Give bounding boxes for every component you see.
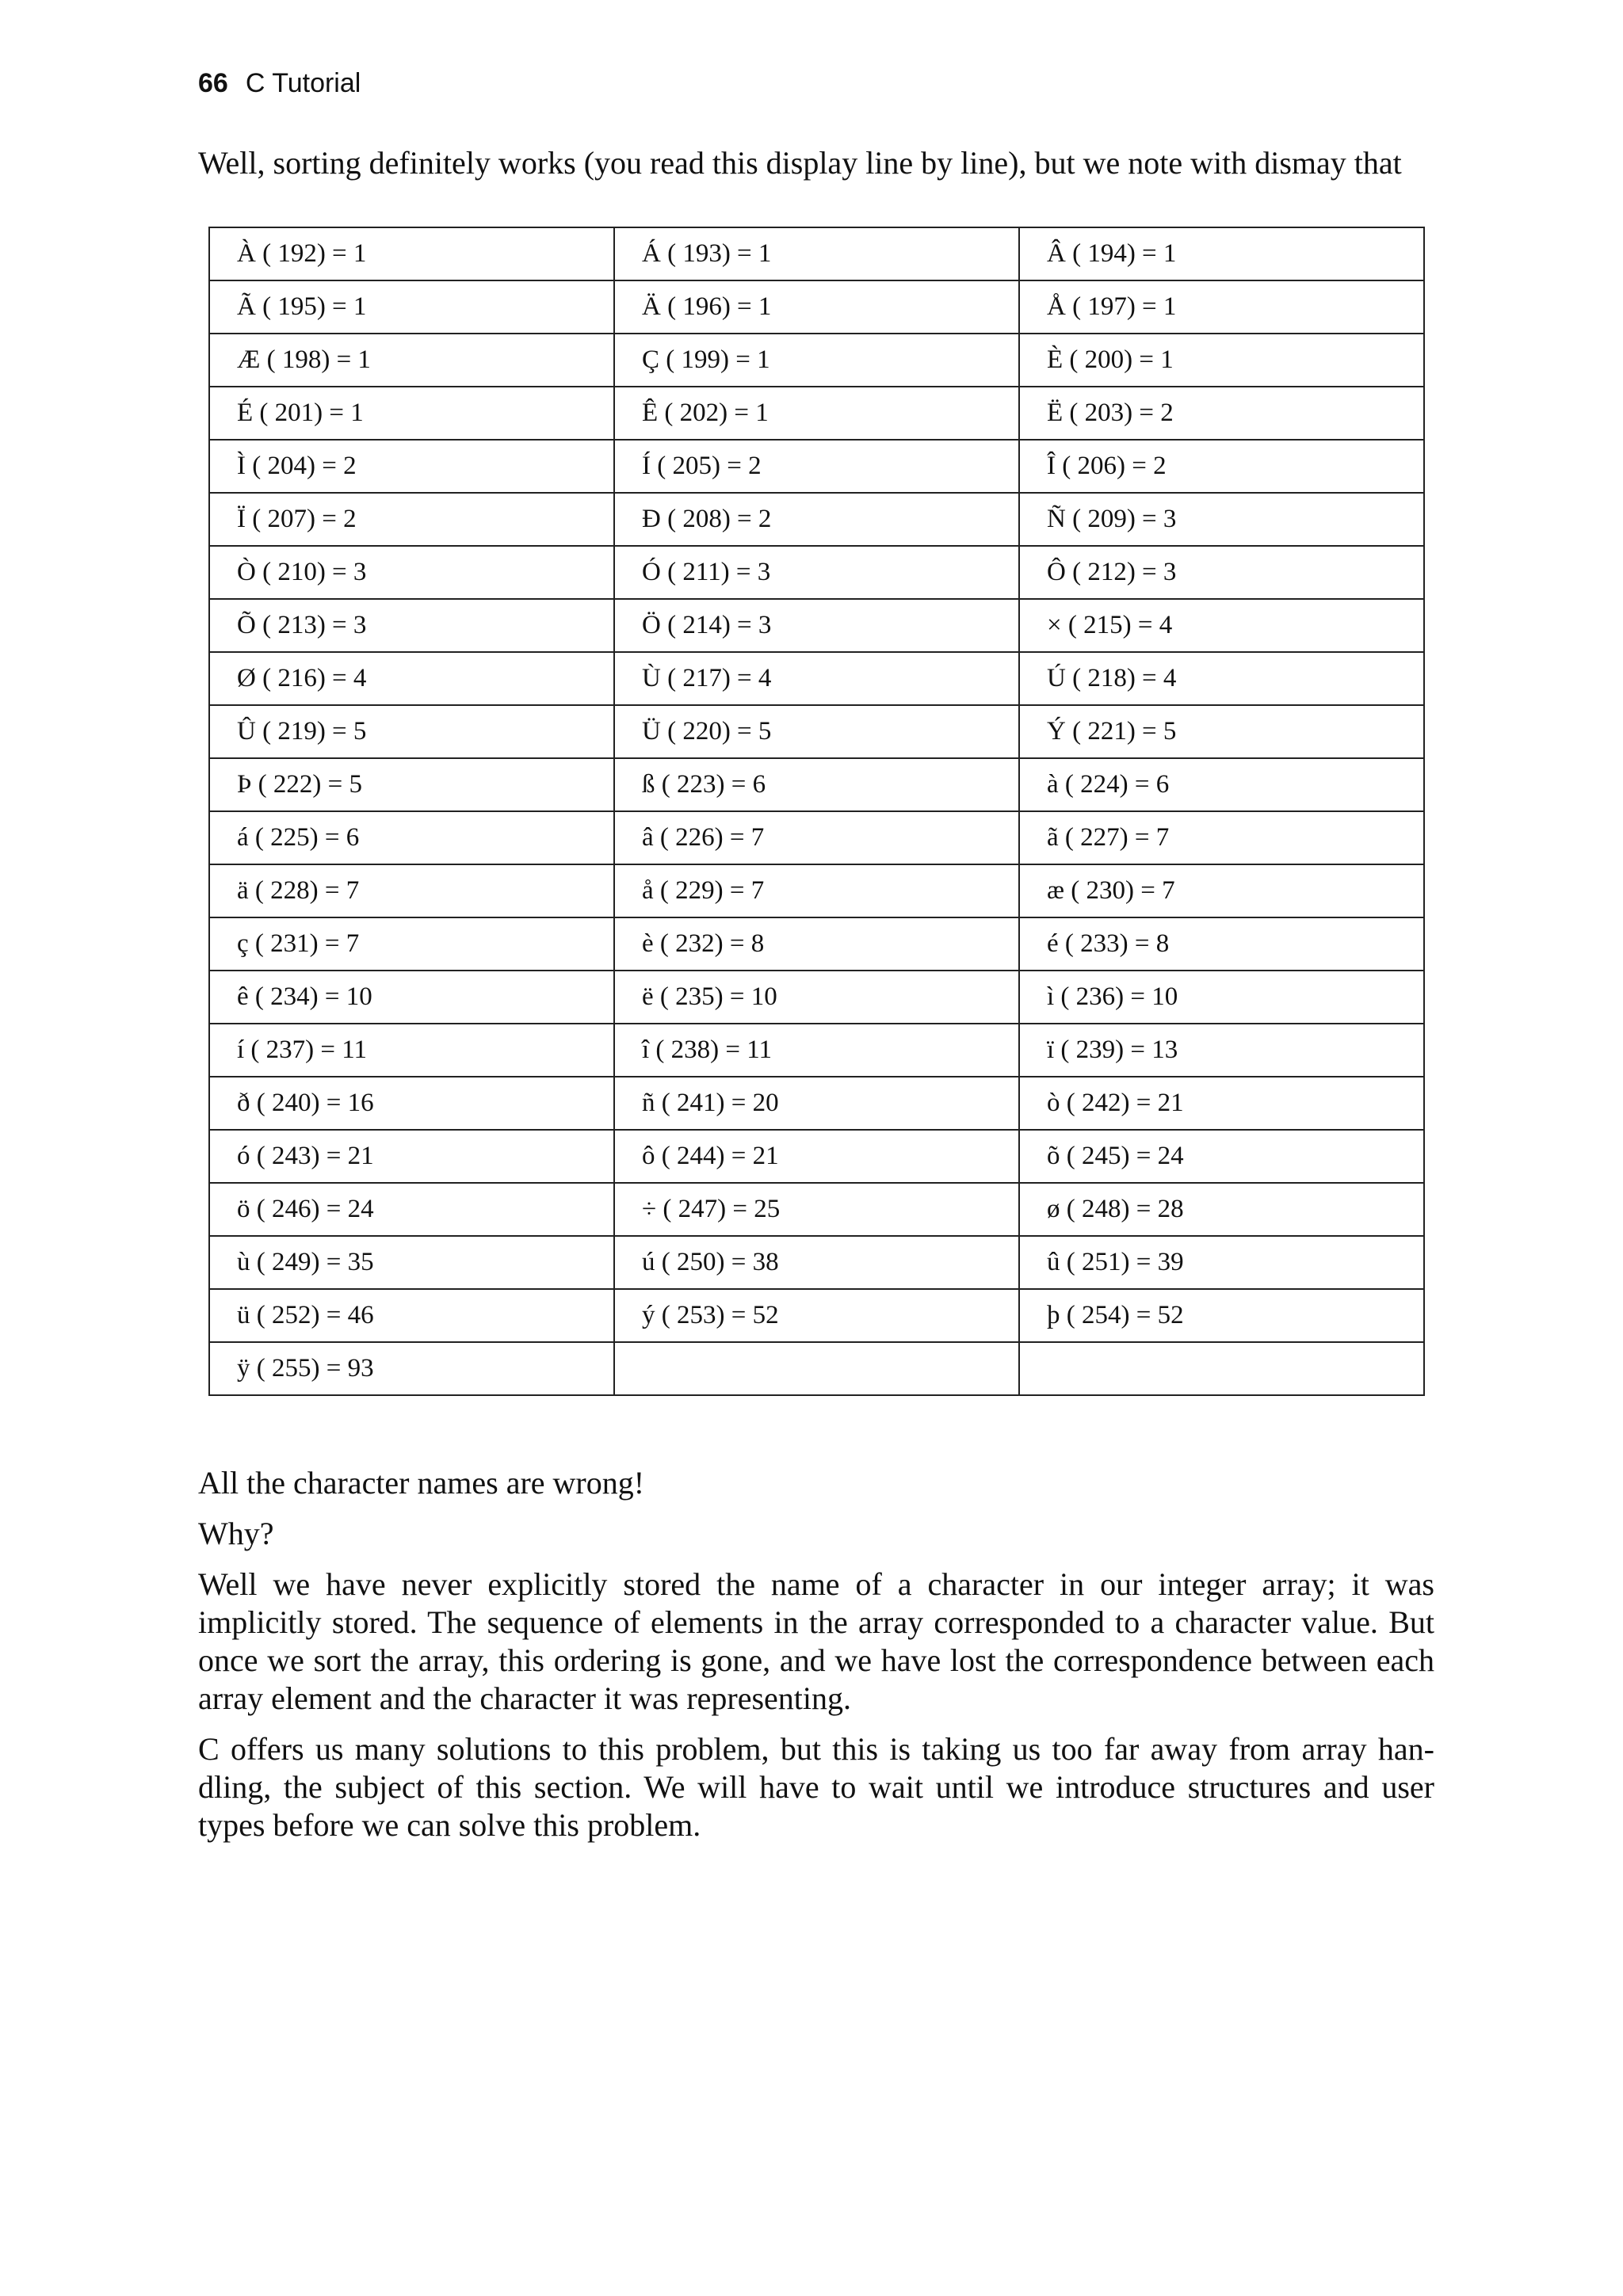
table-cell: Ê ( 202) = 1	[614, 387, 1019, 440]
table-row	[209, 440, 1424, 493]
table-cell	[1019, 1342, 1424, 1395]
table-row	[209, 864, 1424, 917]
table-cell: é ( 233) = 8	[1019, 917, 1424, 971]
table-cell: ÷ ( 247) = 25	[614, 1183, 1019, 1236]
table-cell: × ( 215) = 4	[1019, 599, 1424, 652]
table-row	[209, 227, 1424, 280]
table-cell: ë ( 235) = 10	[614, 971, 1019, 1024]
table-row	[209, 280, 1424, 334]
table-cell: ä ( 228) = 7	[209, 864, 614, 917]
table-cell: Ö ( 214) = 3	[614, 599, 1019, 652]
table-row	[209, 387, 1424, 440]
character-count-table-body	[209, 227, 1424, 1395]
table-cell: Ü ( 220) = 5	[614, 705, 1019, 758]
table-cell: ÿ ( 255) = 93	[209, 1342, 614, 1395]
table-row	[209, 546, 1424, 599]
table-cell: ø ( 248) = 28	[1019, 1183, 1424, 1236]
table-cell: ì ( 236) = 10	[1019, 971, 1424, 1024]
paragraph-why: Why?	[198, 1516, 274, 1551]
table-cell: æ ( 230) = 7	[1019, 864, 1424, 917]
table-cell: î ( 238) = 11	[614, 1024, 1019, 1077]
table-cell: ö ( 246) = 24	[209, 1183, 614, 1236]
table-cell: è ( 232) = 8	[614, 917, 1019, 971]
table-cell: Í ( 205) = 2	[614, 440, 1019, 493]
table-cell: Å ( 197) = 1	[1019, 280, 1424, 334]
table-row	[209, 599, 1424, 652]
table-cell: Ã ( 195) = 1	[209, 280, 614, 334]
table-cell: õ ( 245) = 24	[1019, 1130, 1424, 1183]
table-cell: Ô ( 212) = 3	[1019, 546, 1424, 599]
table-row	[209, 1289, 1424, 1342]
intro-line: Well, sorting definitely works (you read this display line by line), but we note with dismay that	[198, 145, 1402, 181]
table-cell	[614, 1342, 1019, 1395]
table-cell: à ( 224) = 6	[1019, 758, 1424, 811]
table-cell: ç ( 231) = 7	[209, 917, 614, 971]
table-cell: ã ( 227) = 7	[1019, 811, 1424, 864]
table-row	[209, 917, 1424, 971]
table-cell: â ( 226) = 7	[614, 811, 1019, 864]
table-cell: È ( 200) = 1	[1019, 334, 1424, 387]
table-cell: á ( 225) = 6	[209, 811, 614, 864]
table-cell: Ç ( 199) = 1	[614, 334, 1019, 387]
table-cell: ú ( 250) = 38	[614, 1236, 1019, 1289]
table-cell: Ì ( 204) = 2	[209, 440, 614, 493]
table-cell: Þ ( 222) = 5	[209, 758, 614, 811]
table-cell: ü ( 252) = 46	[209, 1289, 614, 1342]
table-row	[209, 758, 1424, 811]
body-text	[198, 1464, 1434, 1857]
page-number: 66	[198, 68, 228, 98]
table-cell: Ó ( 211) = 3	[614, 546, 1019, 599]
table-cell: Ý ( 221) = 5	[1019, 705, 1424, 758]
section-title: C Tutorial	[245, 68, 361, 98]
table-cell: Ð ( 208) = 2	[614, 493, 1019, 546]
table-cell: í ( 237) = 11	[209, 1024, 614, 1077]
table-cell: ï ( 239) = 13	[1019, 1024, 1424, 1077]
table-row	[209, 1024, 1424, 1077]
table-row	[209, 334, 1424, 387]
running-header	[198, 68, 361, 108]
table-row	[209, 652, 1424, 705]
table-cell: ó ( 243) = 21	[209, 1130, 614, 1183]
table-cell: Ø ( 216) = 4	[209, 652, 614, 705]
table-row	[209, 493, 1424, 546]
table-row	[209, 1183, 1424, 1236]
table-cell: Ò ( 210) = 3	[209, 546, 614, 599]
table-cell: Ë ( 203) = 2	[1019, 387, 1424, 440]
table-cell: þ ( 254) = 52	[1019, 1289, 1424, 1342]
table-cell: ê ( 234) = 10	[209, 971, 614, 1024]
table-cell: Î ( 206) = 2	[1019, 440, 1424, 493]
table-row	[209, 1342, 1424, 1395]
table-cell: å ( 229) = 7	[614, 864, 1019, 917]
table-cell: ð ( 240) = 16	[209, 1077, 614, 1130]
table-cell: Æ ( 198) = 1	[209, 334, 614, 387]
table-cell: Á ( 193) = 1	[614, 227, 1019, 280]
paragraph-solutions: C offers us many solutions to this problem, but this is taking us too far away from array handling, the subject of this section. We will have to wait until we introduce structures and user types before we can solve this problem.	[198, 1731, 1434, 1843]
table-cell: Õ ( 213) = 3	[209, 599, 614, 652]
table-cell: É ( 201) = 1	[209, 387, 614, 440]
table-cell: Ä ( 196) = 1	[614, 280, 1019, 334]
table-cell: Ï ( 207) = 2	[209, 493, 614, 546]
table-row	[209, 1130, 1424, 1183]
table-row	[209, 971, 1424, 1024]
table-row	[209, 1077, 1424, 1130]
character-count-table	[208, 227, 1425, 1396]
paragraph-wrong-names: All the character names are wrong!	[198, 1465, 645, 1501]
table-cell: ß ( 223) = 6	[614, 758, 1019, 811]
table-cell: ñ ( 241) = 20	[614, 1077, 1019, 1130]
table-cell: Â ( 194) = 1	[1019, 227, 1424, 280]
table-cell: ý ( 253) = 52	[614, 1289, 1019, 1342]
table-cell: À ( 192) = 1	[209, 227, 614, 280]
paragraph-explanation: Well we have never explicitly stored the name of a character in our integer array; it was implicitly stored. The sequence of elements in the array corresponded to a character value. But once we sort the array, this ordering is gone, and we have lost the correspondence between each array element and the character it was representing.	[198, 1566, 1434, 1716]
table-cell: Ú ( 218) = 4	[1019, 652, 1424, 705]
table-row	[209, 1236, 1424, 1289]
table-cell: Ñ ( 209) = 3	[1019, 493, 1424, 546]
table-cell: ô ( 244) = 21	[614, 1130, 1019, 1183]
table-cell: Û ( 219) = 5	[209, 705, 614, 758]
table-cell: ò ( 242) = 21	[1019, 1077, 1424, 1130]
table-cell: Ù ( 217) = 4	[614, 652, 1019, 705]
table-cell: û ( 251) = 39	[1019, 1236, 1424, 1289]
table-row	[209, 705, 1424, 758]
table-row	[209, 811, 1424, 864]
table-cell: ù ( 249) = 35	[209, 1236, 614, 1289]
